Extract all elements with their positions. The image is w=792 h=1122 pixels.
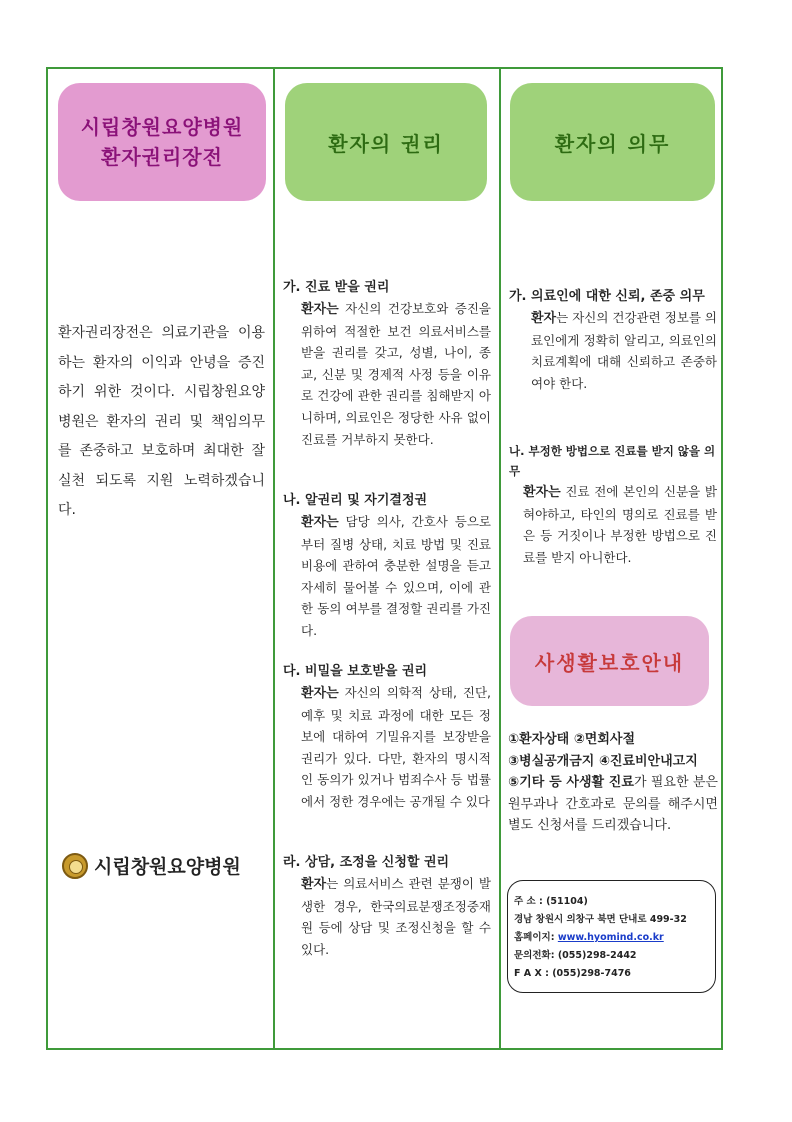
section-body — [523, 481, 717, 568]
rights-title: 환자의 권리 — [328, 131, 444, 156]
section-body — [301, 873, 491, 960]
section-title: 가. 진료 받을 권리 — [283, 280, 390, 295]
rights-section-mediation — [283, 853, 491, 960]
section-text: 는 의료서비스 관련 분쟁이 발생한 경우, 한국의료분쟁조정중재원 등에 상담 및 조정신청을 할 수 있다. — [301, 876, 491, 957]
section-text: 담당 의사, 간호사 등으로부터 질병 상태, 치료 방법 및 진료비용에 관하여 충분한 설명을 듣고 자세히 물어볼 수 있으며, 이에 관한 동의 여부를 결정할 권리를 가진다. — [301, 514, 491, 638]
section-body — [301, 298, 491, 450]
column-rights — [273, 69, 499, 1048]
contact-homepage-label: 홈페이지: — [514, 932, 558, 943]
contact-postcode: 주 소 : (51104) — [514, 896, 588, 907]
privacy-line-2: ③병실공개금지 ④진료비안내고지 — [508, 753, 698, 769]
section-title: 나. 부정한 방법으로 진료를 받지 않을 의무 — [509, 444, 716, 478]
duties-title: 환자의 의무 — [554, 131, 671, 156]
column-charter — [48, 69, 273, 1048]
hospital-name: 시립창원요양병원 — [94, 856, 241, 878]
privacy-line-3-lead: ⑤기타 등 사생활 진료 — [508, 775, 634, 790]
duties-title-banner — [510, 83, 715, 201]
contact-address: 경남 창원시 의창구 북면 단내로 499-32 — [514, 914, 687, 925]
homepage-link[interactable]: www.hyomind.co.kr — [557, 932, 664, 943]
section-lead: 환자는 — [301, 686, 339, 701]
privacy-title: 사생활보호안내 — [534, 650, 685, 675]
brochure-frame — [46, 67, 723, 1050]
privacy-notice — [508, 729, 718, 837]
rights-section-care — [283, 278, 491, 450]
column-duties — [499, 69, 721, 1048]
contact-box — [507, 880, 716, 993]
section-body — [531, 307, 717, 394]
section-title: 라. 상담, 조정을 신청할 권리 — [283, 855, 450, 870]
hospital-logo — [62, 852, 241, 879]
contact-phone: 문의전화: (055)298-2442 — [514, 950, 637, 961]
section-lead: 환자는 — [301, 515, 339, 530]
contact-fax: F A X : (055)298-7476 — [514, 968, 631, 979]
section-body — [301, 511, 491, 642]
section-title: 다. 비밀을 보호받을 권리 — [283, 664, 428, 679]
charter-intro: 환자권리장전은 의료기관을 이용하는 환자의 이익과 안녕을 증진하기 위한 것이다. 시립창원요양병원은 환자의 권리 및 책임의무를 존중하고 보호하며 최대한 잘 실천 되도록 지원 노력하겠습니다. — [58, 325, 265, 518]
privacy-title-banner — [510, 616, 709, 706]
section-lead: 환자는 — [301, 302, 339, 317]
section-text: 는 자신의 건강관련 정보를 의료인에게 정확히 알리고, 의료인의 치료계획에 대해 신뢰하고 존중하여야 한다. — [531, 310, 717, 391]
section-text: 자신의 의학적 상태, 진단, 예후 및 치료 과정에 대한 모든 정보에 대하여 기밀유지를 보장받을 권리가 있다. 다만, 환자의 명시적인 동의가 있거나 범죄수사 등 법률에서 정한 경우에는 공개될 수 있다 — [301, 685, 491, 809]
section-text: 자신의 건강보호와 증진을 위하여 적절한 보건 의료서비스를 받을 권리를 갖고, 성별, 나이, 종교, 신분 및 경제적 사정 등을 이유로 건강에 관한 권리를 침해받지 아니하며, 의료인은 정당한 사유 없이 진료를 거부하지 못한다. — [301, 301, 491, 447]
privacy-line-1: ①환자상태 ②면회사절 — [508, 732, 636, 747]
section-lead: 환자 — [301, 877, 327, 892]
duties-section-honesty — [509, 441, 717, 568]
rights-section-privacy — [283, 662, 491, 813]
charter-title: 시립창원요양병원 환자권리장전 — [80, 115, 244, 169]
section-lead: 환자는 — [523, 485, 561, 500]
rights-section-informed — [283, 491, 491, 642]
section-text: 진료 전에 본인의 신분을 밝혀야하고, 타인의 명의로 진료를 받은 등 거짓이나 부정한 방법으로 진료를 받지 아니한다. — [523, 484, 717, 565]
hospital-seal-icon — [62, 853, 88, 879]
section-lead: 환자 — [531, 311, 557, 326]
rights-title-banner — [285, 83, 487, 201]
privacy-line-3-text: 가 필요한 분은 원무과나 간호과로 문의를 해주시면 별도 신청서를 드리겠습니다. — [508, 775, 718, 833]
duties-section-trust — [509, 287, 717, 394]
contact-homepage-row — [514, 929, 711, 947]
charter-title-banner — [58, 83, 266, 201]
section-title: 나. 알권리 및 자기결정권 — [283, 493, 428, 508]
section-body — [301, 682, 491, 813]
section-title: 가. 의료인에 대한 신뢰, 존중 의무 — [509, 289, 705, 304]
